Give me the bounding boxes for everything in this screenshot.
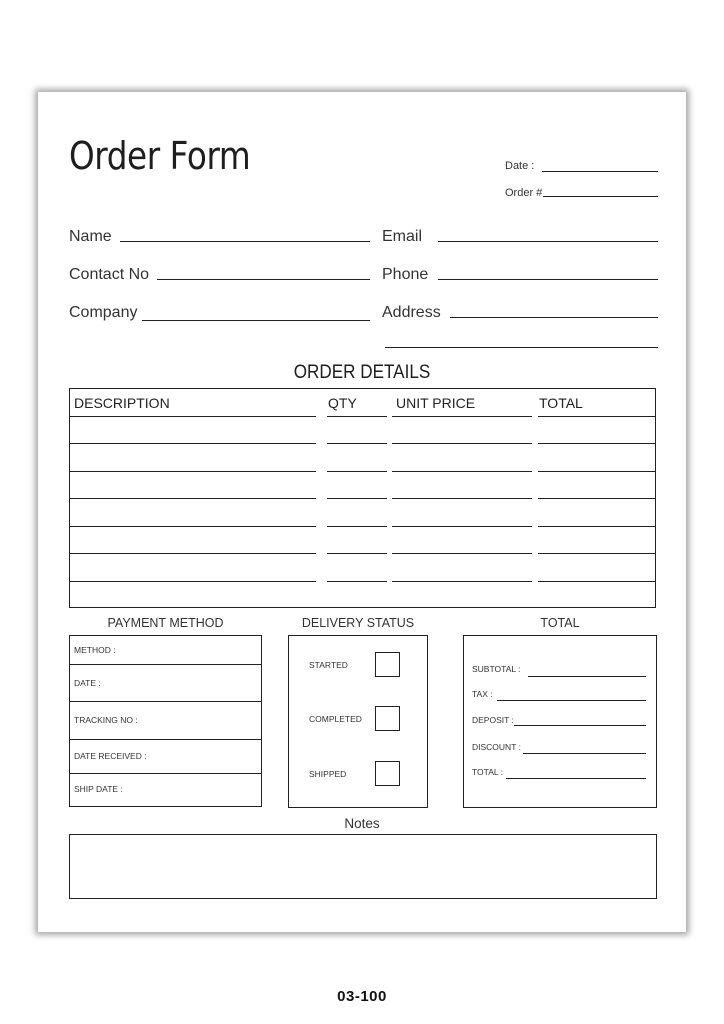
table-row-line[interactable]: [70, 498, 316, 499]
table-row-line[interactable]: [327, 471, 387, 472]
notes-label: Notes: [344, 816, 380, 831]
table-row-line[interactable]: [538, 443, 655, 444]
payment-row-date-received: DATE RECEIVED :: [74, 751, 147, 761]
table-row-line[interactable]: [392, 498, 532, 499]
column-header-total: TOTAL: [539, 395, 583, 411]
table-row-line[interactable]: [70, 443, 316, 444]
payment-divider: [70, 773, 261, 774]
column-header-description: DESCRIPTION: [74, 395, 170, 411]
payment-divider: [70, 701, 261, 702]
order-details-table: [69, 388, 656, 608]
table-row-line[interactable]: [70, 581, 316, 582]
product-code: 03-100: [337, 988, 387, 1005]
name-label: Name: [69, 228, 112, 245]
totals-row-subtotal: SUBTOTAL :: [472, 664, 521, 674]
table-row-line[interactable]: [327, 416, 387, 417]
date-label: Date :: [505, 160, 535, 172]
table-row-line[interactable]: [538, 553, 655, 554]
column-header-qty: QTY: [328, 395, 357, 411]
payment-row-tracking: TRACKING NO :: [74, 715, 138, 725]
company-line[interactable]: [142, 320, 370, 321]
payment-row-date: DATE :: [74, 678, 101, 688]
tax-line[interactable]: [497, 700, 646, 701]
totals-row-deposit: DEPOSIT :: [472, 715, 514, 725]
address-line-2[interactable]: [385, 347, 658, 348]
table-row-line[interactable]: [392, 416, 532, 417]
table-row-line[interactable]: [327, 581, 387, 582]
date-line[interactable]: [542, 171, 658, 172]
phone-line[interactable]: [438, 279, 658, 280]
table-row-line[interactable]: [70, 553, 316, 554]
deposit-line[interactable]: [514, 725, 646, 726]
email-label: Email: [382, 228, 423, 245]
delivery-started-label: STARTED: [309, 660, 348, 670]
table-row-line[interactable]: [327, 526, 387, 527]
started-checkbox[interactable]: [375, 652, 400, 677]
table-row-line[interactable]: [538, 471, 655, 472]
table-row-line[interactable]: [327, 553, 387, 554]
payment-method-box: [69, 635, 262, 807]
table-row-line[interactable]: [392, 526, 532, 527]
table-row-line[interactable]: [538, 416, 655, 417]
totals-row-discount: DISCOUNT :: [472, 742, 521, 752]
table-row-line[interactable]: [538, 498, 655, 499]
order-form-sheet: [38, 92, 686, 932]
totals-box: [463, 635, 657, 808]
name-line[interactable]: [120, 241, 370, 242]
table-row-line[interactable]: [392, 471, 532, 472]
phone-label: Phone: [382, 266, 429, 283]
email-line[interactable]: [438, 241, 658, 242]
table-row-line[interactable]: [327, 498, 387, 499]
totals-row-total: TOTAL :: [472, 767, 504, 777]
subtotal-line[interactable]: [528, 676, 646, 677]
order-details-heading: ORDER DETAILS: [293, 362, 431, 383]
totals-heading: TOTAL: [540, 616, 580, 630]
delivery-status-heading: DELIVERY STATUS: [301, 616, 415, 630]
contact-line[interactable]: [157, 279, 370, 280]
total-line[interactable]: [506, 778, 646, 779]
completed-checkbox[interactable]: [375, 706, 400, 731]
table-row-line[interactable]: [70, 526, 316, 527]
table-row-line[interactable]: [538, 581, 655, 582]
table-row-line[interactable]: [327, 443, 387, 444]
order-number-line[interactable]: [543, 196, 658, 197]
delivery-completed-label: COMPLETED: [309, 714, 362, 724]
form-title: Order Form: [69, 134, 251, 178]
table-row-line[interactable]: [70, 416, 316, 417]
shipped-checkbox[interactable]: [375, 761, 400, 786]
column-header-unit-price: UNIT PRICE: [396, 395, 476, 411]
notes-box[interactable]: [69, 834, 657, 899]
address-line-1[interactable]: [450, 317, 658, 318]
order-number-label: Order #: [505, 187, 543, 199]
company-label: Company: [69, 304, 138, 321]
delivery-status-box: [288, 635, 428, 808]
table-row-line[interactable]: [538, 526, 655, 527]
contact-label: Contact No: [69, 266, 150, 283]
delivery-shipped-label: SHIPPED: [309, 769, 347, 779]
table-row-line[interactable]: [392, 443, 532, 444]
payment-method-heading: PAYMENT METHOD: [107, 616, 224, 630]
totals-row-tax: TAX :: [472, 689, 493, 699]
payment-row-ship-date: SHIP DATE :: [74, 784, 123, 794]
payment-divider: [70, 739, 261, 740]
table-row-line[interactable]: [392, 553, 532, 554]
payment-row-method: METHOD :: [74, 645, 116, 655]
table-row-line[interactable]: [70, 471, 316, 472]
address-label: Address: [382, 304, 441, 321]
discount-line[interactable]: [523, 753, 646, 754]
payment-divider: [70, 664, 261, 665]
table-row-line[interactable]: [392, 581, 532, 582]
